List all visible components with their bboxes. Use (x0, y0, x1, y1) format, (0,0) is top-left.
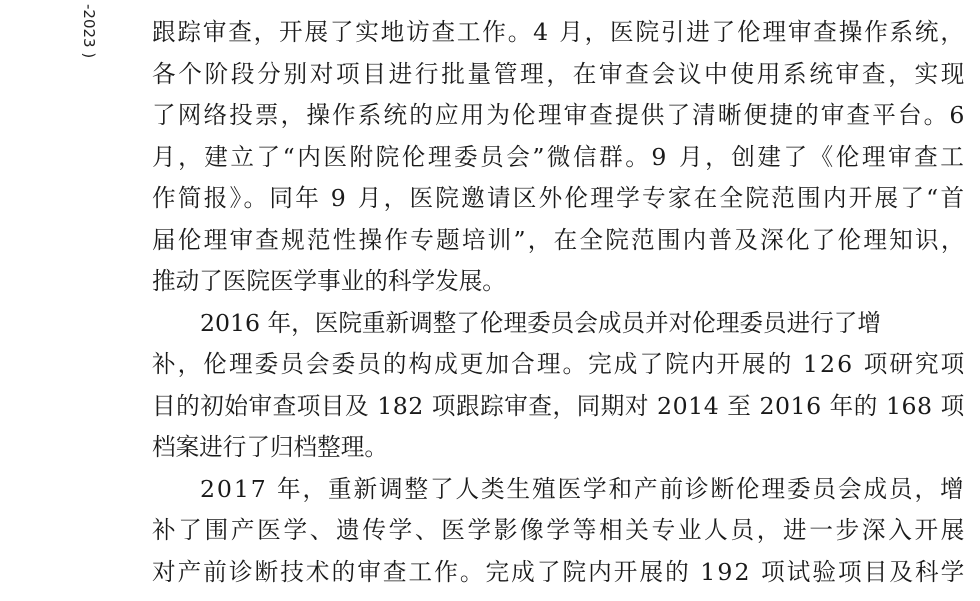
text-line: 月，建立了“内医附院伦理委员会”微信群。9 月，创建了《伦理审查工 (152, 142, 967, 171)
text-line: 各个阶段分别对项目进行批量管理，在审查会议中使用系统审查，实现 (152, 59, 968, 88)
text-line: 补，伦理委员会委员的构成更加合理。完成了院内开展的 126 项研究项 (152, 350, 967, 378)
page-side-note: -2023 ) (80, 4, 98, 59)
text-line: 作简报》。同年 9 月，医院邀请区外伦理学专家在全院范围内开展了“首 (152, 184, 967, 212)
text-line: 跟踪审查，开展了实地访查工作。4 月，医院引进了伦理审查操作系统， (152, 18, 966, 46)
text-line: 了网络投票，操作系统的应用为伦理审查提供了清晰便捷的审查平台。6 (152, 101, 967, 129)
text-line: 推动了医院医学事业的科学发展。 (152, 267, 506, 295)
text-line: 对产前诊断技术的审查工作。完成了院内开展的 192 项试验项目及科学 (152, 557, 967, 586)
text-line: 档案进行了归档整理。 (152, 433, 388, 461)
paragraph-first-line: 2017 年，重新调整了人类生殖医学和产前诊断伦理委员会成员，增 (200, 474, 966, 503)
text-line: 目的初始审查项目及 182 项跟踪审查，同期对 2014 至 2016 年的 168 项 (152, 391, 965, 420)
text-line: 补了围产医学、遗传学、医学影像学等相关专业人员，进一步深入开展 (152, 516, 968, 544)
text-line: 届伦理审查规范性操作专题培训”，在全院范围内普及深化了伦理知识， (152, 225, 967, 254)
paragraph-first-line: 2016 年，医院重新调整了伦理委员会成员并对伦理委员进行了增 (200, 308, 881, 337)
